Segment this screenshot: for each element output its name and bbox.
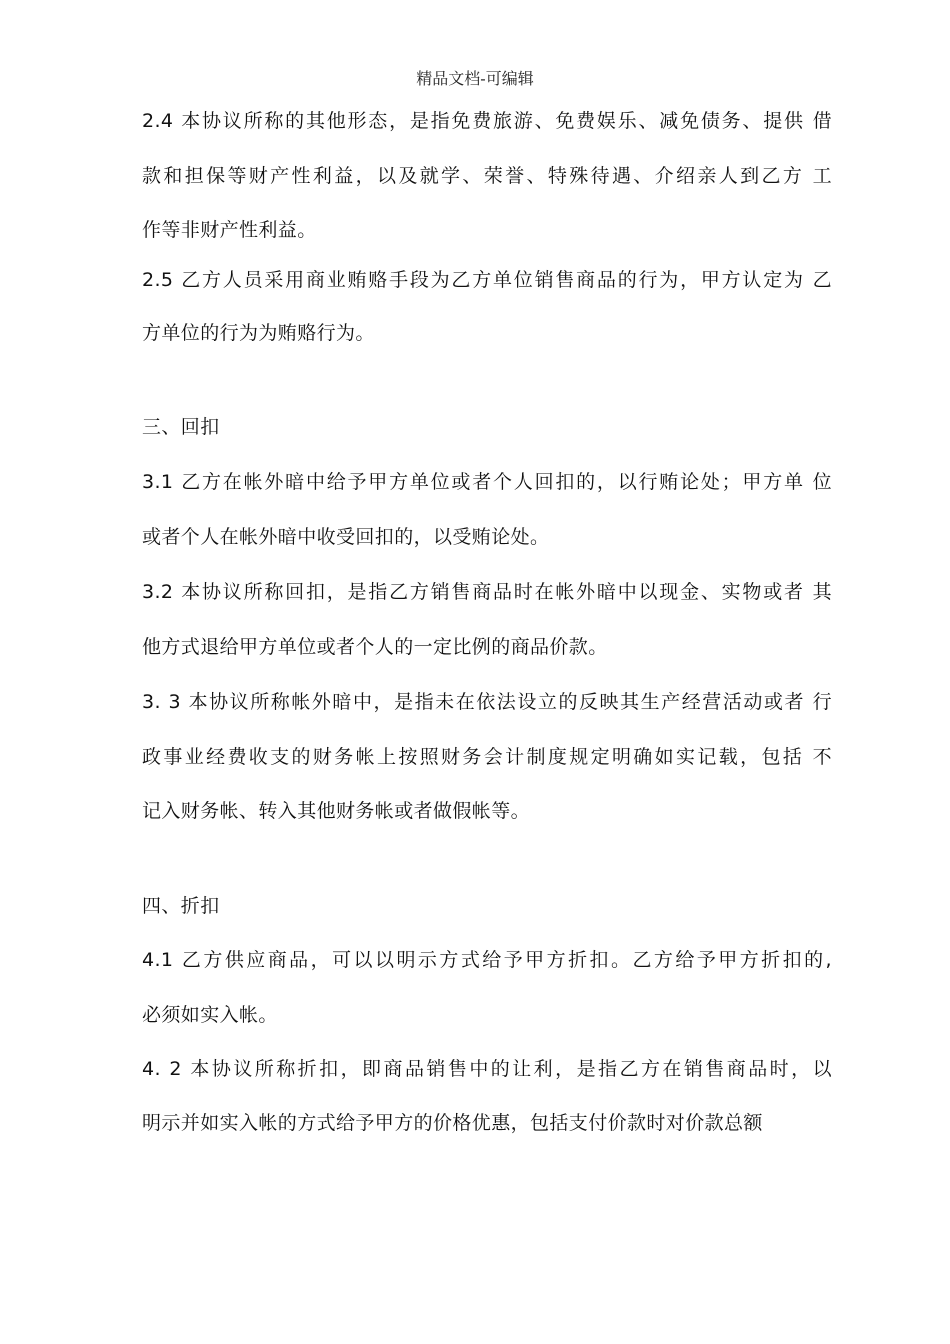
paragraph-3-1-line-1: 3.1 乙方在帐外暗中给予甲方单位或者个人回扣的，以行贿论处；甲方单 位 (142, 471, 832, 493)
paragraph-2-4-line-3: 作等非财产性利益。 (142, 219, 317, 241)
paragraph-2-5-line-2: 方单位的行为为贿赂行为。 (142, 322, 375, 344)
section-4-heading: 四、折扣 (142, 895, 220, 917)
paragraph-4-2-line-2: 明示并如实入帐的方式给予甲方的价格优惠，包括支付价款时对价款总额 (142, 1112, 763, 1134)
paragraph-2-4-line-2: 款和担保等财产性利益，以及就学、荣誉、特殊待遇、介绍亲人到乙方 工 (142, 165, 832, 187)
paragraph-2-5-line-1: 2.5 乙方人员采用商业贿赂手段为乙方单位销售商品的行为，甲方认定为 乙 (142, 269, 832, 291)
paragraph-3-3-line-1: 3. 3 本协议所称帐外暗中，是指未在依法设立的反映其生产经营活动或者 行 (142, 691, 832, 713)
paragraph-3-3-line-2: 政事业经费收支的财务帐上按照财务会计制度规定明确如实记载，包括 不 (142, 746, 832, 768)
paragraph-4-1-line-1: 4.1 乙方供应商品，可以以明示方式给予甲方折扣。乙方给予甲方折扣的, (142, 949, 832, 971)
paragraph-3-3-line-3: 记入财务帐、转入其他财务帐或者做假帐等。 (142, 800, 531, 822)
page-header: 精品文档-可编辑 (416, 69, 534, 88)
section-3-heading: 三、回扣 (142, 416, 220, 438)
paragraph-4-1-line-2: 必须如实入帐。 (142, 1004, 278, 1026)
paragraph-4-2-line-1: 4. 2 本协议所称折扣，即商品销售中的让利，是指乙方在销售商品时，以 (142, 1058, 832, 1080)
paragraph-2-4-line-1: 2.4 本协议所称的其他形态，是指免费旅游、免费娱乐、减免债务、提供 借 (142, 110, 832, 132)
paragraph-3-1-line-2: 或者个人在帐外暗中收受回扣的，以受贿论处。 (142, 526, 550, 548)
paragraph-3-2-line-1: 3.2 本协议所称回扣，是指乙方销售商品时在帐外暗中以现金、实物或者 其 (142, 581, 832, 603)
paragraph-3-2-line-2: 他方式退给甲方单位或者个人的一定比例的商品价款。 (142, 636, 608, 658)
